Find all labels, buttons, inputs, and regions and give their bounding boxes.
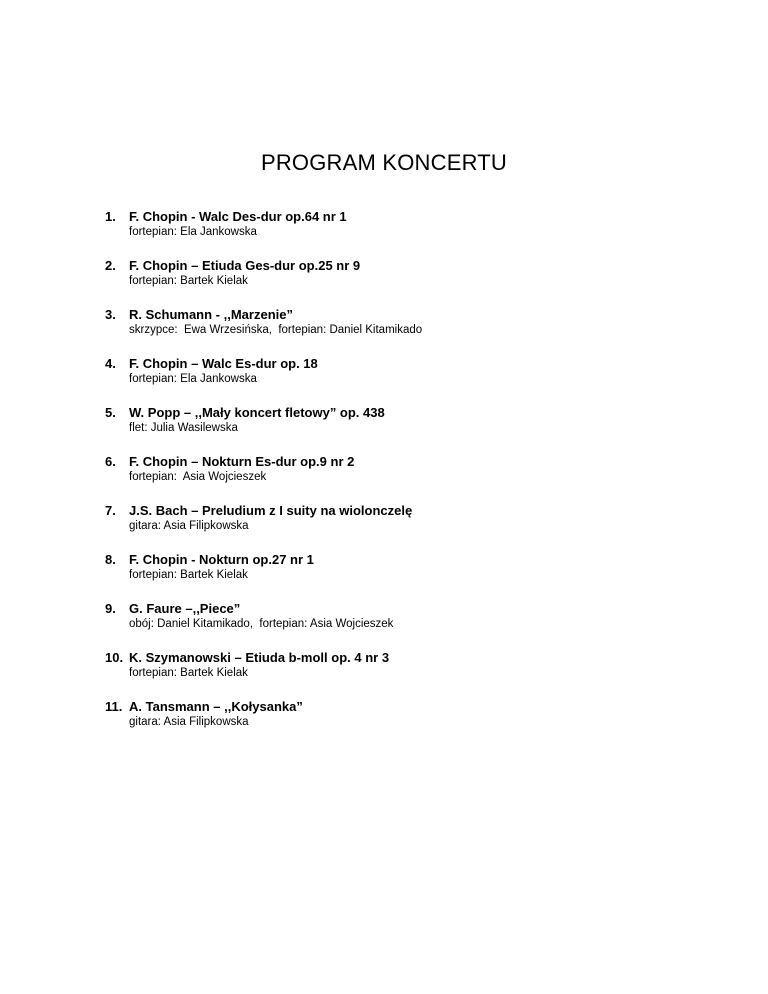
item-title: K. Szymanowski – Etiuda b-moll op. 4 nr 3 — [129, 650, 390, 665]
item-number: 5. — [105, 405, 116, 420]
item-number: 3. — [105, 307, 116, 322]
item-number: 4. — [105, 356, 116, 371]
item-performers: gitara: Asia Filipkowska — [129, 520, 249, 532]
item-title: W. Popp – ,,Mały koncert fletowy” op. 438 — [129, 405, 385, 420]
item-performers: fortepian: Asia Wojcieszek — [129, 471, 267, 483]
item-title: F. Chopin – Walc Es-dur op. 18 — [129, 356, 318, 371]
item-number: 6. — [105, 454, 116, 469]
item-number: 7. — [105, 503, 116, 518]
item-title: F. Chopin – Nokturn Es-dur op.9 nr 2 — [129, 454, 355, 469]
item-performers: obój: Daniel Kitamikado, fortepian: Asia Wojcieszek — [129, 618, 394, 630]
page-title: PROGRAM KONCERTU — [260, 150, 508, 175]
item-performers: flet: Julia Wasilewska — [129, 422, 238, 434]
item-performers: fortepian: Bartek Kielak — [129, 275, 248, 287]
item-title: F. Chopin - Nokturn op.27 nr 1 — [129, 552, 314, 567]
item-title: J.S. Bach – Preludium z I suity na wiolonczelę — [129, 503, 413, 518]
item-performers: gitara: Asia Filipkowska — [129, 716, 249, 728]
item-title: A. Tansmann – ,,Kołysanka” — [129, 699, 303, 714]
item-performers: fortepian: Ela Jankowska — [129, 373, 257, 385]
item-performers: fortepian: Ela Jankowska — [129, 226, 257, 238]
item-number: 2. — [105, 258, 116, 273]
item-title: R. Schumann - ,,Marzenie” — [129, 307, 293, 322]
item-number: 9. — [105, 601, 116, 616]
item-number: 11. — [105, 699, 123, 714]
item-number: 10. — [105, 650, 124, 665]
item-title: F. Chopin - Walc Des-dur op.64 nr 1 — [129, 209, 347, 224]
item-title: F. Chopin – Etiuda Ges-dur op.25 nr 9 — [129, 258, 361, 273]
item-number: 8. — [105, 552, 116, 567]
item-title: G. Faure –,,Piece” — [129, 601, 241, 616]
item-performers: fortepian: Bartek Kielak — [129, 569, 248, 581]
item-number: 1. — [105, 209, 116, 224]
item-performers: skrzypce: Ewa Wrzesińska, fortepian: Daniel Kitamikado — [129, 324, 423, 336]
item-performers: fortepian: Bartek Kielak — [129, 667, 248, 679]
